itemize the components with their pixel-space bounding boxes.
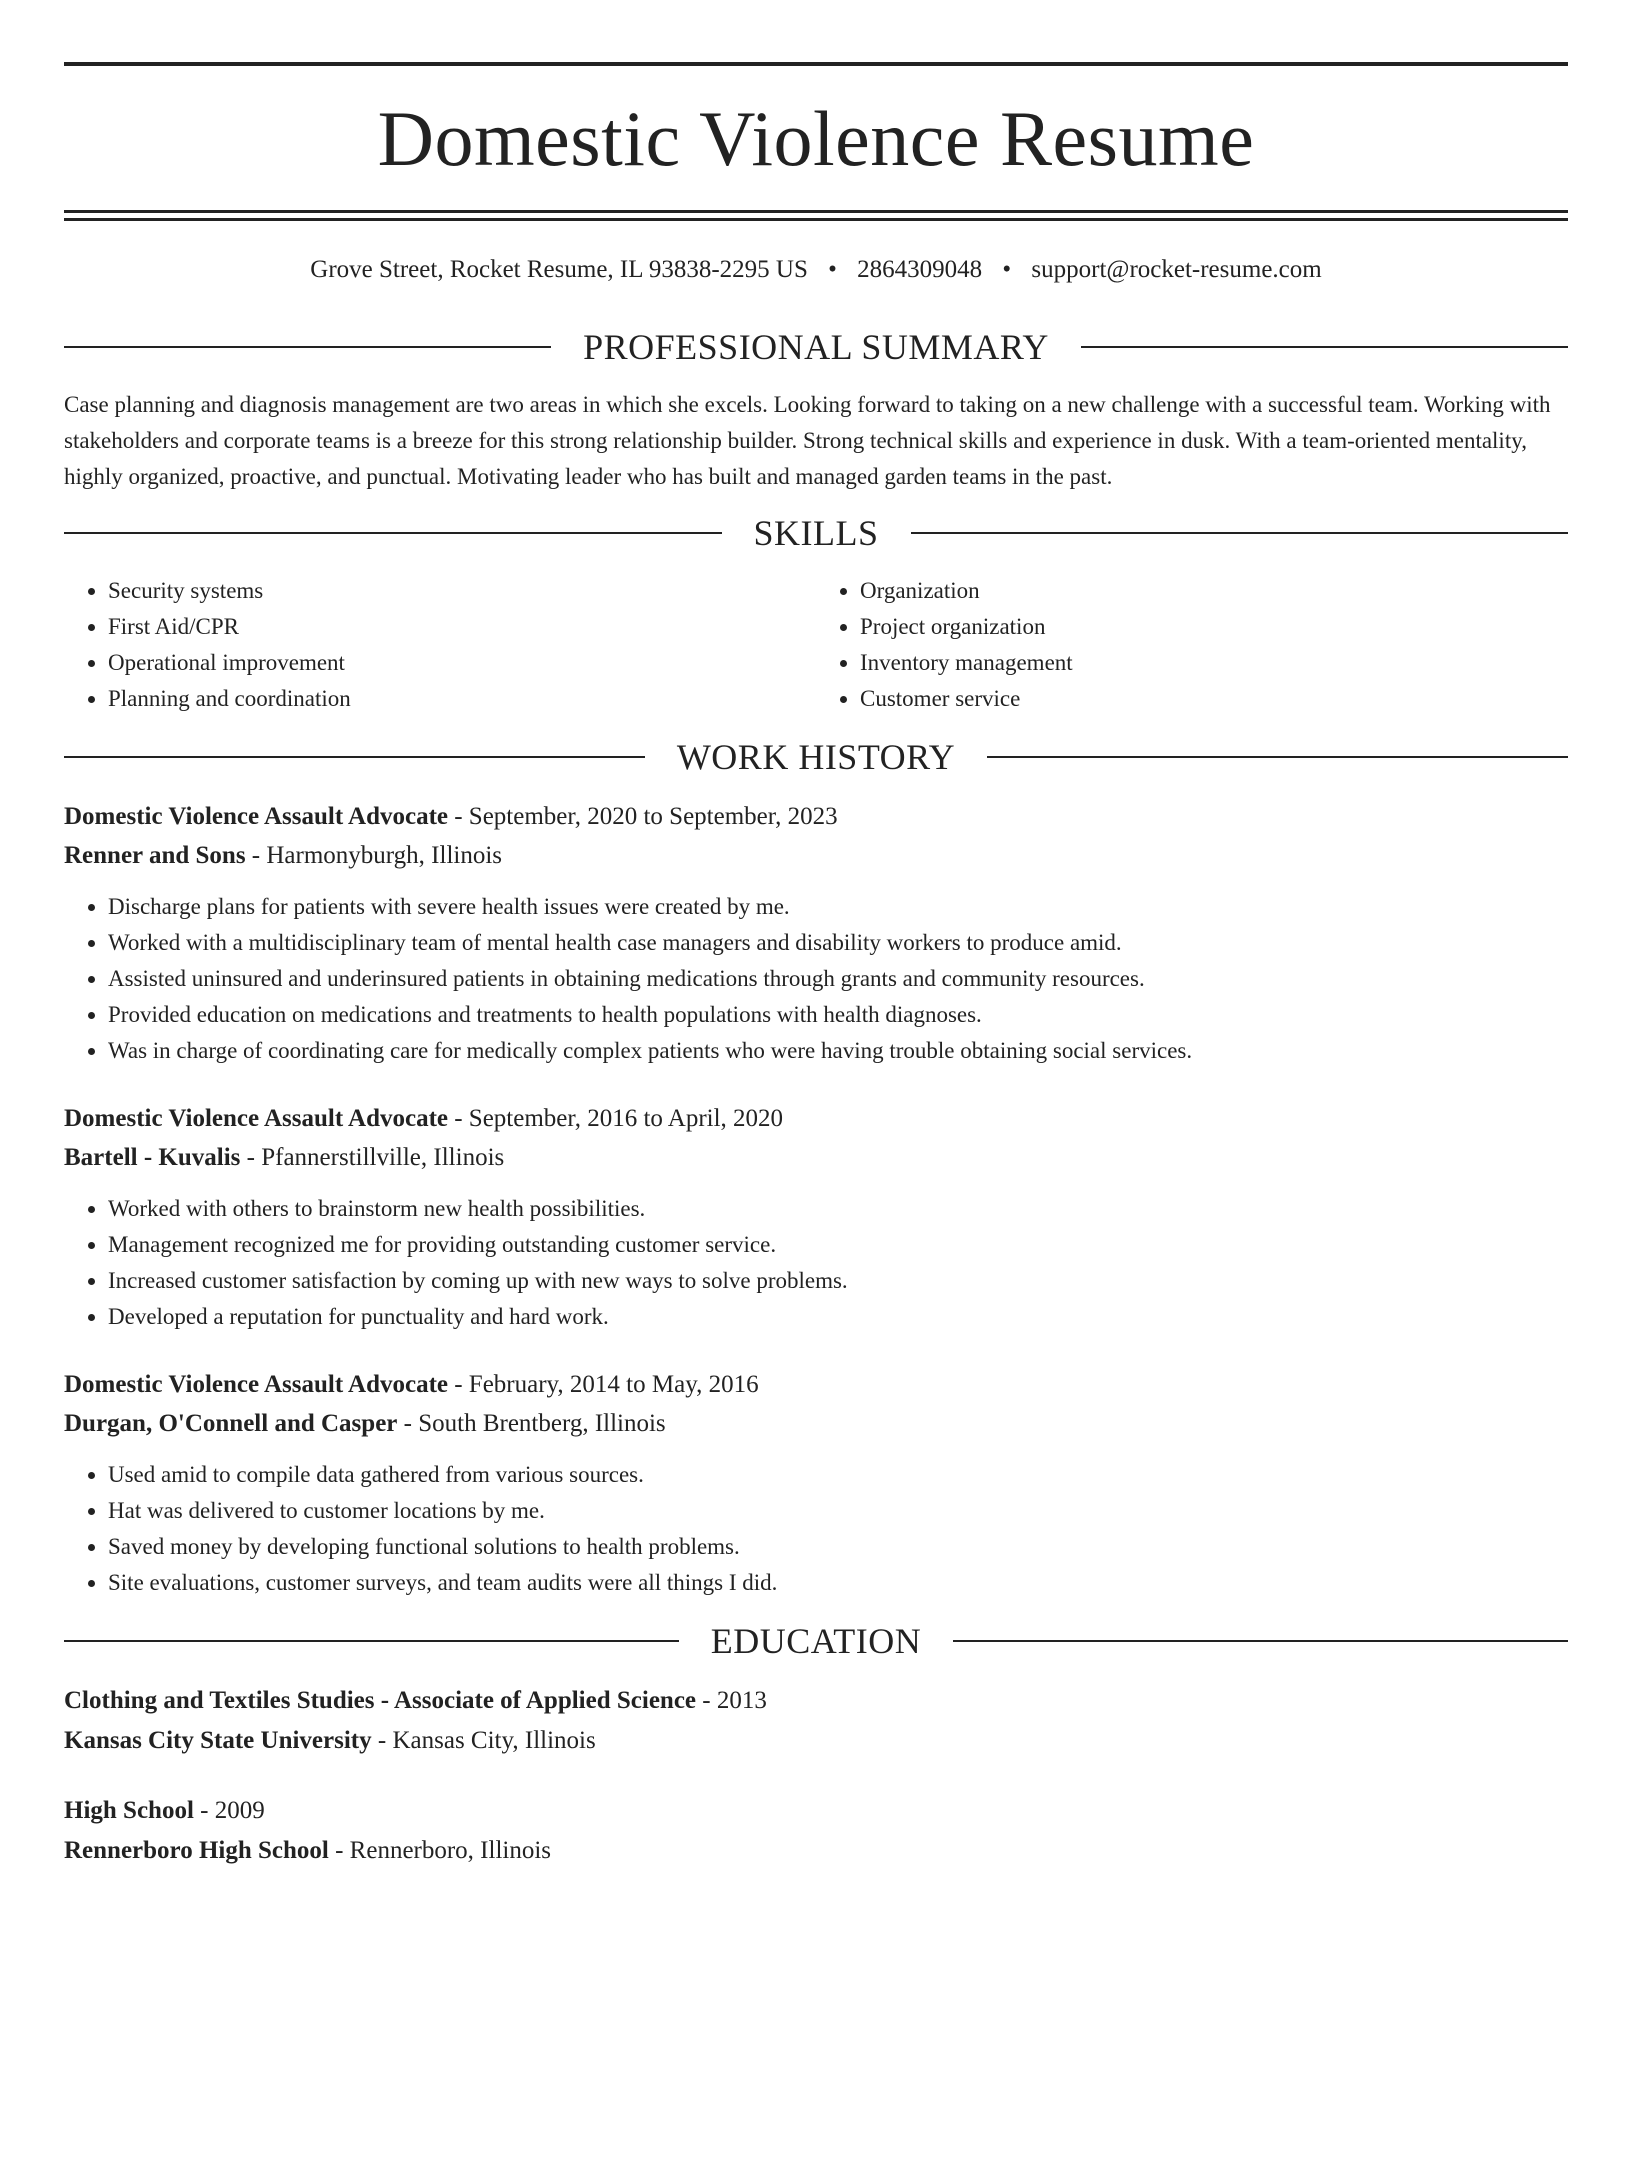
skills-list [64,573,1568,717]
job-bullets [64,1191,1568,1335]
education-degree: High School [64,1797,194,1824]
job-bullet: • Increased customer satisfaction by coming up with new ways to solve problems. [108,1263,1568,1299]
skill-item: • Organization [860,573,1568,609]
education-school-line [64,1831,1568,1871]
section-heading-skills [64,515,1568,551]
job-entry [64,797,1568,1069]
job-bullet: • Assisted uninsured and underinsured patients in obtaining medications through grants and community resources. [108,961,1568,997]
section-title-education: EDUCATION [710,1621,922,1661]
section-title-work: WORK HISTORY [676,737,956,777]
education-year: - 2009 [193,1797,265,1824]
job-location: - Harmonyburgh, Illinois [245,842,503,869]
section-title-summary: PROFESSIONAL SUMMARY [583,327,1049,367]
heading-rule [953,1640,1568,1642]
job-bullet: • Site evaluations, customer surveys, and team audits were all things I did. [108,1565,1568,1601]
heading-rule [64,346,551,348]
skill-item: • Inventory management [860,645,1568,681]
education-location: - Rennerboro, Illinois [328,1837,552,1864]
top-rule [64,62,1568,66]
job-entry [64,1099,1568,1335]
contact-phone: 2864309048 [857,256,983,283]
education-year: - 2013 [696,1687,767,1714]
job-bullet: • Saved money by developing functional solutions to health problems. [108,1529,1568,1565]
job-location: - South Brentberg, Illinois [397,1410,666,1437]
contact-separator: • [1002,256,1012,283]
skill-item: • Security systems [108,573,816,609]
education-location: - Kansas City, Illinois [371,1727,596,1754]
job-title: Domestic Violence Assault Advocate [64,1105,448,1132]
title-double-rule [64,210,1568,221]
job-company: Durgan, O'Connell and Casper [64,1410,398,1437]
job-title-line [64,1365,1568,1404]
education-entry [64,1681,1568,1761]
job-bullet: • Discharge plans for patients with severe health issues were created by me. [108,889,1568,925]
job-bullet: • Provided education on medications and treatments to health populations with health diagnoses. [108,997,1568,1033]
heading-rule [911,532,1569,534]
job-bullet: • Was in charge of coordinating care for medically complex patients who were having trouble obtaining social services. [108,1033,1568,1069]
skills-column-right [816,573,1568,717]
job-bullets [64,1457,1568,1601]
job-location: - Pfannerstillville, Illinois [240,1144,505,1171]
resume-title: Domestic Violence Resume [377,95,1255,182]
job-company-line [64,1404,1568,1443]
job-company-line [64,1138,1568,1177]
education-school-line [64,1721,1568,1761]
skill-item: • Project organization [860,609,1568,645]
job-company: Renner and Sons [64,842,246,869]
job-company: Bartell - Kuvalis [64,1144,241,1171]
job-title: Domestic Violence Assault Advocate [64,803,448,830]
education-degree-line [64,1681,1568,1721]
job-bullet: • Worked with a multidisciplinary team of mental health case managers and disability workers to produce amid. [108,925,1568,961]
education-entry [64,1791,1568,1871]
contact-separator: • [828,256,837,283]
job-entry [64,1365,1568,1601]
education-school: Rennerboro High School [64,1837,329,1864]
job-title-line [64,797,1568,836]
job-bullets [64,889,1568,1069]
job-dates: - September, 2016 to April, 2020 [447,1105,784,1132]
resume-page [0,62,1632,2174]
job-dates: - September, 2020 to September, 2023 [447,803,838,830]
work-history-list [64,797,1568,1601]
heading-rule [64,1640,679,1642]
education-school: Kansas City State University [64,1727,372,1754]
heading-rule [987,756,1568,758]
heading-rule [1081,346,1568,348]
section-heading-summary [64,329,1568,365]
job-bullet: • Developed a reputation for punctuality and hard work. [108,1299,1568,1335]
skill-item: • Operational improvement [108,645,816,681]
summary-text: Case planning and diagnosis management are two areas in which she excels. Looking forward to taking on a new challenge with a successful team. Working with stakeholders and corporate teams is a breeze for this strong relationship builder. Strong technical skills and experience in dusk. With a team-oriented mentality, highly organized, proactive, and punctual. Motivating leader who has built and managed garden teams in the past. [64,392,1551,489]
education-degree-line [64,1791,1568,1831]
skill-item: • Planning and coordination [108,681,816,717]
job-dates: - February, 2014 to May, 2016 [447,1371,759,1398]
section-heading-education [64,1623,1568,1659]
skill-item: • First Aid/CPR [108,609,816,645]
heading-rule [64,532,722,534]
education-degree: Clothing and Textiles Studies - Associate of Applied Science [64,1687,697,1714]
contact-address: Grove Street, Rocket Resume, IL 93838-2295 US [310,256,808,283]
heading-rule [64,756,645,758]
job-title-line [64,1099,1568,1138]
education-list [64,1681,1568,1871]
job-company-line [64,836,1568,875]
section-title-skills: SKILLS [753,513,879,553]
skills-column-left [64,573,816,717]
section-heading-work [64,739,1568,775]
job-bullet: • Management recognized me for providing outstanding customer service. [108,1227,1568,1263]
contact-line [64,255,1568,285]
contact-email: support@rocket-resume.com [1031,256,1322,283]
skill-item: • Customer service [860,681,1568,717]
job-bullet: • Hat was delivered to customer locations by me. [108,1493,1568,1529]
job-bullet: • Worked with others to brainstorm new health possibilities. [108,1191,1568,1227]
job-bullet: • Used amid to compile data gathered from various sources. [108,1457,1568,1493]
job-title: Domestic Violence Assault Advocate [64,1371,448,1398]
